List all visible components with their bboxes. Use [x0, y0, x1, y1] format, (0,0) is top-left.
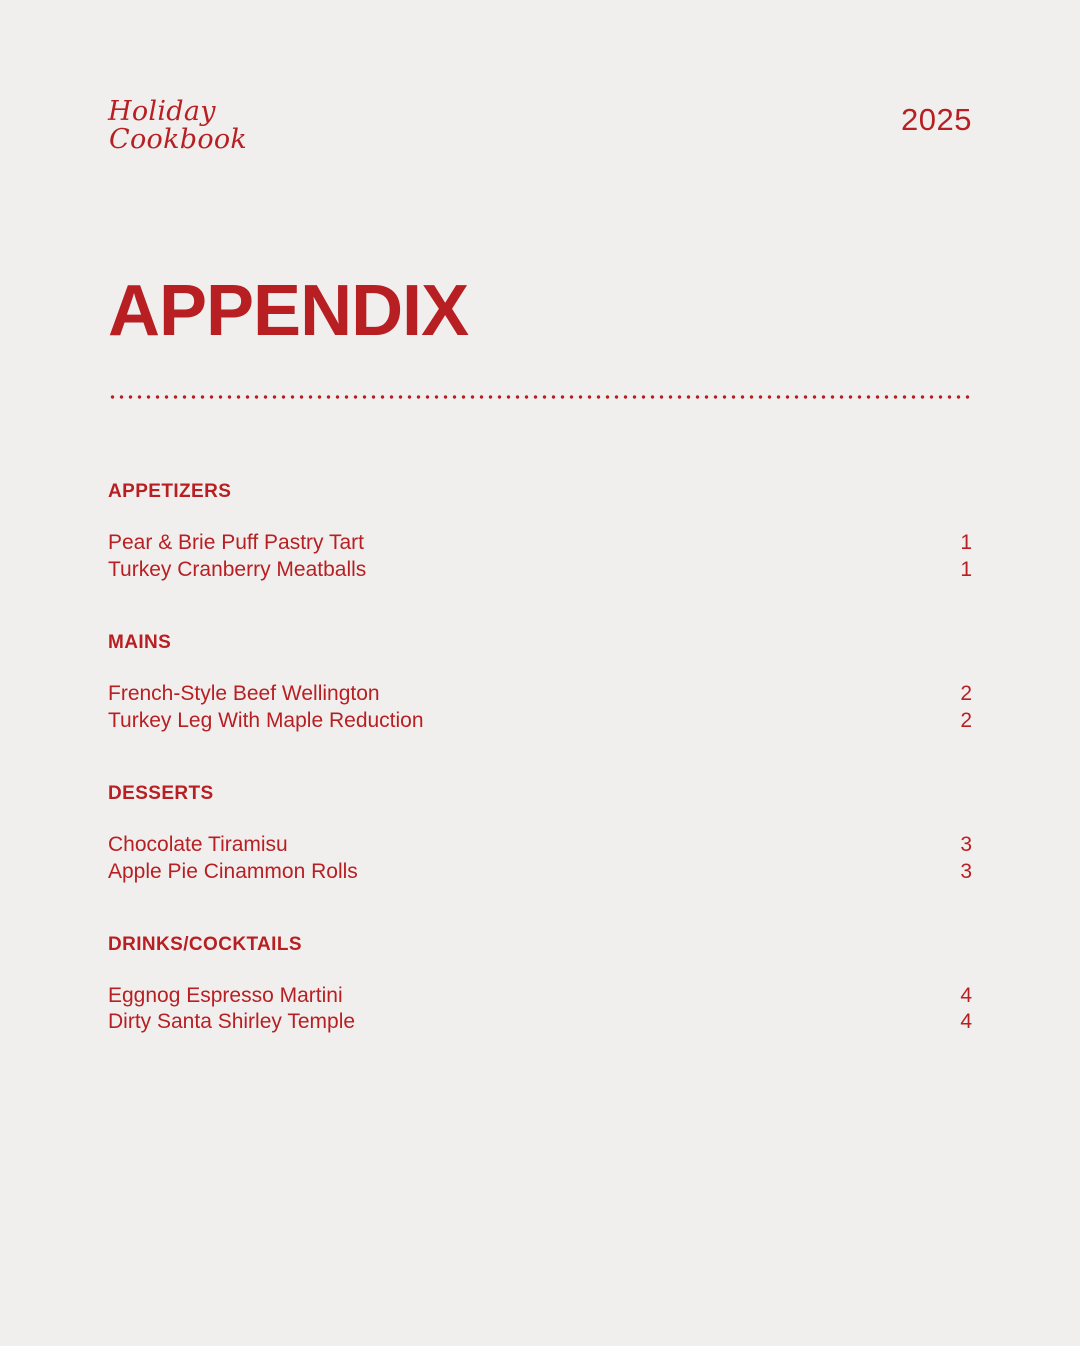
entry-page: 4 — [960, 984, 972, 1008]
entry-page: 2 — [960, 708, 972, 732]
list-item[interactable] — [108, 983, 972, 1009]
section-drinks-cocktails — [108, 934, 972, 1036]
entry-name: Chocolate Tiramisu — [108, 833, 288, 857]
brand-line-1: Holiday — [108, 96, 216, 127]
list-item[interactable] — [108, 530, 972, 556]
section-desserts — [108, 783, 972, 885]
section-title: DRINKS/COCKTAILS — [108, 934, 302, 956]
appendix-sections — [108, 481, 972, 1036]
page-header — [108, 0, 972, 153]
section-title: MAINS — [108, 632, 172, 654]
entry-page: 3 — [960, 833, 972, 857]
list-item[interactable] — [108, 832, 972, 858]
list-item[interactable] — [108, 708, 972, 734]
list-item[interactable] — [108, 859, 972, 885]
entry-page: 4 — [960, 1010, 972, 1034]
list-item[interactable] — [108, 681, 972, 707]
entry-name: Dirty Santa Shirley Temple — [108, 1010, 356, 1034]
year-label: 2025 — [901, 102, 972, 137]
dotted-divider — [108, 395, 972, 399]
page-title: APPENDIX — [108, 271, 469, 352]
list-item[interactable] — [108, 1009, 972, 1035]
entry-page: 1 — [960, 531, 972, 555]
entry-name: Eggnog Espresso Martini — [108, 984, 343, 1008]
list-item[interactable] — [108, 557, 972, 583]
section-appetizers — [108, 481, 972, 583]
entry-name: French-Style Beef Wellington — [108, 682, 380, 706]
entry-name: Apple Pie Cinammon Rolls — [108, 859, 358, 883]
entry-page: 1 — [960, 557, 972, 581]
entry-name: Turkey Cranberry Meatballs — [108, 557, 367, 581]
section-title: DESSERTS — [108, 783, 214, 805]
section-title: APPETIZERS — [108, 481, 232, 503]
entry-name: Pear & Brie Puff Pastry Tart — [108, 531, 364, 555]
entry-page: 2 — [960, 682, 972, 706]
section-mains — [108, 632, 972, 734]
entry-page: 3 — [960, 859, 972, 883]
entry-name: Turkey Leg With Maple Reduction — [108, 708, 424, 732]
brand-line-2: Cookbook — [109, 123, 248, 155]
cookbook-logo — [108, 98, 247, 153]
